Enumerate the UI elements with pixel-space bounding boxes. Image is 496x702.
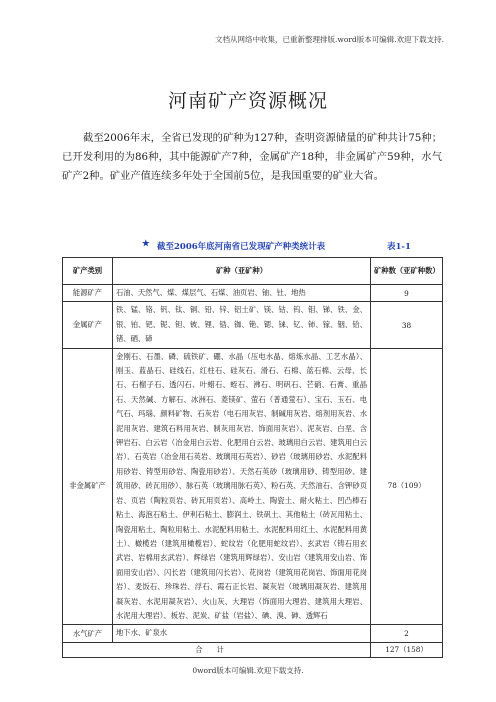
mineral-table — [62, 257, 443, 658]
row-category: 非金属矿产 — [63, 348, 113, 625]
intro-paragraph: 截至2006年末，全省已发现的矿种为127种，查明资源储量的矿种共计75种；已开发利用的为86种，其中能源矿产7种，金属矿产18种，非金属矿产59种，水气矿产2种。矿业产值连续多年处于全国前5位，是我国重要的矿业大省。 — [62, 132, 442, 182]
row-category: 金属矿产 — [63, 302, 113, 348]
table-header-row — [63, 258, 443, 285]
total-label — [63, 642, 371, 657]
table-caption-text: 截至2006年底河南省已发现矿产种类统计表 — [157, 242, 326, 252]
header-category: 矿产类别 — [63, 258, 113, 285]
header-count: 矿种数（亚矿种数） — [371, 258, 443, 285]
row-minerals: 石油、天然气、煤、煤层气、石煤、油页岩、铀、钍、地热 — [113, 285, 371, 302]
row-category: 能源矿产 — [63, 285, 113, 302]
footer-note: 0word版本可编辑.欢迎下载支持. — [192, 666, 304, 675]
row-minerals: 地下水、矿泉水 — [113, 625, 371, 642]
table-row — [63, 302, 443, 348]
row-count: 9 — [371, 285, 443, 302]
star-icon: ★ — [142, 239, 150, 249]
row-count: 38 — [371, 302, 443, 348]
total-label-text: 合计 — [195, 644, 238, 654]
table-row — [63, 625, 443, 642]
header-note: 文档从网络中收集，已重新整理排版.word版本可编辑.欢迎下载支持. — [215, 35, 444, 44]
row-category: 水气矿产 — [63, 625, 113, 642]
table-total-row — [63, 642, 443, 657]
table-row — [63, 348, 443, 625]
document-title: 河南矿产资源概况 — [167, 90, 328, 112]
row-minerals: 铁、锰、铬、钒、钛、铜、铅、锌、铝土矿、镁、钴、钨、钼、锑、铁、金、银、铂、钯、铌、钽、铍、锂、锆、铷、铯、锶、铼、钇、铈、镓、铟、铪、锗、硒、碲 — [113, 302, 371, 348]
row-count: 78（109） — [371, 348, 443, 625]
header-minerals: 矿种（亚矿种） — [113, 258, 371, 285]
table-number: 表1-1 — [387, 242, 411, 252]
row-minerals: 金刚石、石墨、磷、硫铁矿、硼、水晶（压电水晶、熔炼水晶、工艺水晶）、刚玉、蓝晶石、硅线石、红柱石、硅灰石、滑石、石棉、蓝石棉、云母、长石、石榴子石、透闪石、叶蜡石、蛭石、沸石、明矾石、芒硝、石膏、重晶石、天然碱、方解石、冰洲石、菱镁矿、萤石（普通萤石）、宝石、玉石、电气石、玛瑙、颜料矿物、石灰岩（电石用灰岩、制碱用灰岩、熔剂用灰岩、水泥用灰岩、建筑石料用灰岩、制灰用灰岩、饰面用灰岩）、泥灰岩、白垩、含钾岩石、白云岩（冶金用白云岩、化肥用白云岩、玻璃用白云岩、建筑用白云岩）、石英岩（冶金用石英岩、玻璃用石英岩）、砂岩（玻璃用砂岩、水泥配料用砂岩、铸型用砂岩、陶瓷用砂岩）、天然石英砂（玻璃用砂、铸型用砂、建筑用砂、砖瓦用砂）、脉石英（玻璃用脉石英）、粉石英、天然油石、含钾砂页岩、页岩（陶粒页岩、砖瓦用页岩）、高岭土、陶瓷土、耐火粘土、凹凸棒石粘土、海泡石粘土、伊利石粘土、膨润土、铁矾土、其他粘土（砖瓦用粘土、陶瓷用粘土、陶粒用粘土、水泥配料用粘土、水泥配料用红土、水泥配料用黄土）、橄榄岩（建筑用橄榄岩）、蛇纹岩（化肥用蛇纹岩）、玄武岩（铸石用玄武岩、岩棉用玄武岩）、辉绿岩（建筑用辉绿岩）、安山岩（建筑用安山岩、饰面用安山岩）、闪长岩（建筑用闪长岩）、花岗岩（建筑用花岗岩、饰面用花岗岩）、麦饭石、珍珠岩、浮石、霞石正长岩、凝灰岩（玻璃用凝灰岩、建筑用凝灰岩、水泥用凝灰岩）、火山灰、大理岩（饰面用大理岩、建筑用大理岩、水泥用大理岩）、板岩、泥炭、矿盐（岩盐）、碘、溴、砷、透辉石 — [113, 348, 371, 625]
table-row — [63, 285, 443, 302]
total-count: 127（158） — [371, 642, 443, 657]
row-count: 2 — [371, 625, 443, 642]
